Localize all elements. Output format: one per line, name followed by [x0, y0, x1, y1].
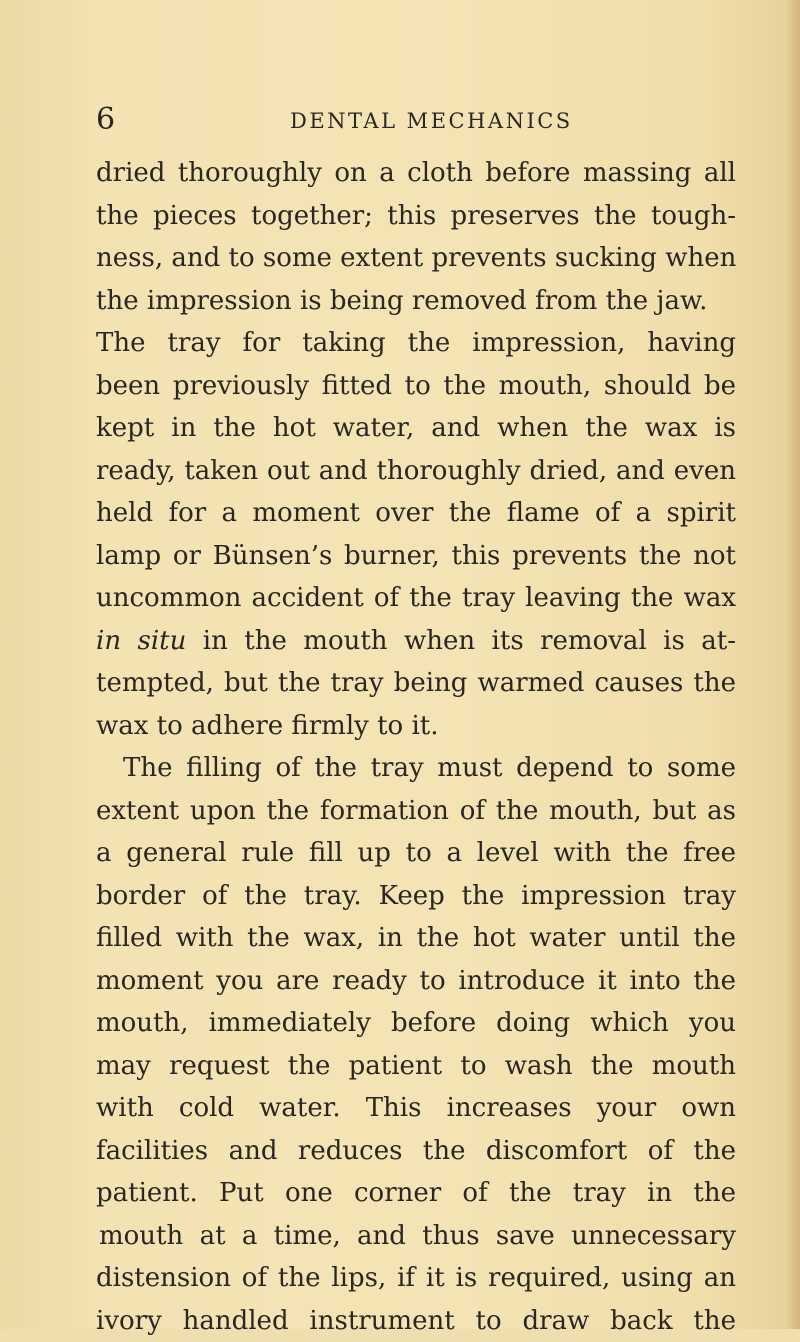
text-line: ivory handled instrument to draw back the	[96, 1300, 736, 1342]
text-line: dried thoroughly on a cloth before massing all	[96, 152, 736, 195]
text-line: moment you are ready to introduce it into the	[96, 960, 736, 1003]
running-head: DENTAL MECHANICS	[290, 104, 573, 138]
text-line: a general rule fill up to a level with the free	[96, 832, 736, 875]
text-line: extent upon the formation of the mouth, but as	[96, 790, 736, 833]
text-line: filled with the wax, in the hot water until the	[96, 917, 736, 960]
text-line: the impression is being removed from the jaw.	[96, 280, 736, 323]
text-line: The tray for taking the impression, having	[96, 322, 736, 365]
text-line: been previously fitted to the mouth, should be	[96, 365, 736, 408]
text-line: mouth at a time, and thus save unnecessary	[96, 1215, 736, 1258]
text-line: lamp or Bünsen’s burner, this prevents the not	[96, 535, 736, 578]
text-line: uncommon accident of the tray leaving the wax	[96, 577, 736, 620]
text-line: with cold water. This increases your own	[96, 1087, 736, 1130]
italic-phrase: in situ	[96, 626, 186, 656]
text-line: may request the patient to wash the mouth	[96, 1045, 736, 1088]
text-line: tempted, but the tray being warmed causes the	[96, 662, 736, 705]
text-line: The filling of the tray must depend to some	[96, 747, 736, 790]
page-number: 6	[96, 100, 115, 140]
body-text	[96, 152, 736, 1342]
text-line: mouth, immediately before doing which you	[96, 1002, 736, 1045]
text-line: the pieces together; this preserves the tough-	[96, 195, 736, 238]
text-line: patient. Put one corner of the tray in the	[96, 1172, 736, 1215]
text-line: ready, taken out and thoroughly dried, and even	[96, 450, 736, 493]
text-line: wax to adhere firmly to it.	[96, 705, 736, 748]
text-line: ness, and to some extent prevents sucking when	[96, 237, 736, 280]
text-line: held for a moment over the flame of a spirit	[96, 492, 736, 535]
text-line: distension of the lips, if it is required, using an	[96, 1257, 736, 1300]
text-line: border of the tray. Keep the impression tray	[96, 875, 736, 918]
text-line: facilities and reduces the discomfort of the	[96, 1130, 736, 1173]
text-line-rest: in the mouth when its removal is at-	[186, 626, 736, 656]
text-line: kept in the hot water, and when the wax is	[96, 407, 736, 450]
page-header	[96, 100, 736, 140]
page-edge-shadow	[786, 0, 800, 1329]
text-line-italic-start	[96, 620, 736, 663]
